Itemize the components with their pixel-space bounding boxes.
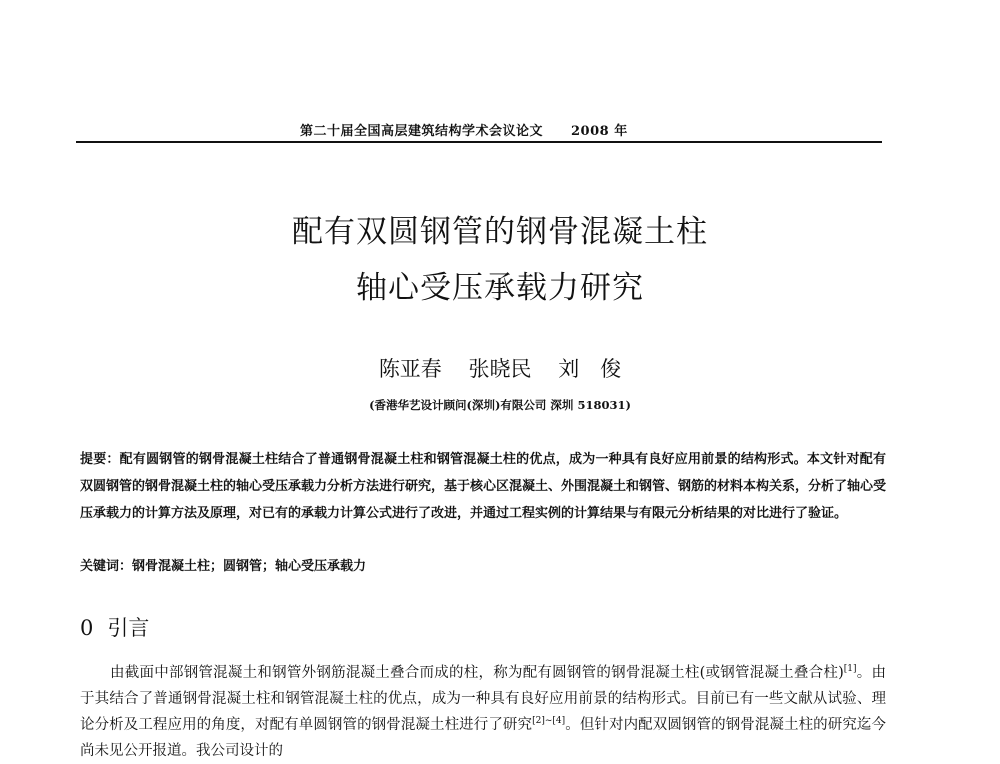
running-header <box>300 120 720 139</box>
citation-2-4[interactable]: [2]~[4] <box>532 716 566 727</box>
paper-title-line-1: 配有双圆钢管的钢骨混凝土柱 <box>292 214 708 250</box>
body-text-3: 。但针对内配双圆钢管的钢骨混凝土柱的研究迄今尚未见公开报道。我公司设计的 <box>80 717 887 759</box>
header-rule <box>76 141 882 143</box>
body-paragraph <box>80 660 886 764</box>
keywords-text: 钢骨混凝土柱；圆钢管；轴心受压承载力 <box>132 559 367 574</box>
author-3: 刘 俊 <box>558 357 622 381</box>
body-text-2: 。由于其结合了普通钢骨混凝土柱和钢管混凝土柱的优点，成为一种具有良好应用前景的结构形式。目前已有一些文献从试验、理论分析及工程应用的角度，对配有单圆钢管的钢骨混凝土柱进行了研究 <box>80 665 887 733</box>
affiliation: (香港华艺设计顾问(深圳)有限公司 深圳 518031) <box>369 398 631 412</box>
author-1: 陈亚春 <box>378 357 442 381</box>
keywords <box>80 555 886 574</box>
author-2: 张晓民 <box>468 357 532 381</box>
body-text-1: 由截面中部钢管混凝土和钢管外钢筋混凝土叠合而成的柱，称为配有圆钢管的钢骨混凝土柱(或钢管混凝土叠合柱) <box>110 665 844 681</box>
abstract-text: 配有圆钢管的钢骨混凝土柱结合了普通钢骨混凝土柱和钢管混凝土柱的优点，成为一种具有良好应用前景的结构形式。本文针对配有双圆钢管的钢骨混凝土柱的轴心受压承载力分析方法进行研究，基于核心区混凝土、外围混凝土和钢管、钢筋的材料本构关系，分析了轴心受压承载力的计算方法及原理，对已有的承载力计算公式进行了改进，并通过工程实例的计算结果与有限元分析结果的对比进行了验证。 <box>80 452 887 521</box>
header-year: 2008 年 <box>571 124 628 139</box>
section-title: 引言 <box>107 616 150 640</box>
author-list <box>0 353 1000 383</box>
paper-title-line-2: 轴心受压承载力研究 <box>356 270 644 306</box>
conference-name: 第二十届全国高层建筑结构学术会议论文 <box>300 124 544 139</box>
keywords-label: 关键词： <box>80 559 133 574</box>
citation-1[interactable]: [1] <box>843 664 857 675</box>
section-number: 0 <box>80 616 94 640</box>
abstract <box>80 446 886 527</box>
abstract-label: 提要： <box>80 452 120 467</box>
section-heading <box>80 612 149 642</box>
